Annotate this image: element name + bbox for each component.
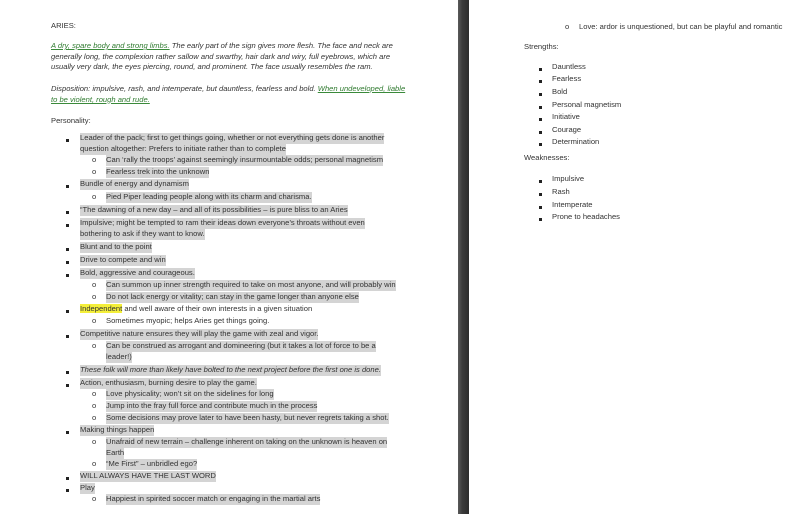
sub-list-item: Can ‘rally the troops’ against seemingly insurmountable odds; personal magnetism [106, 155, 384, 164]
bullet-marker [539, 76, 542, 87]
strength-item: Bold [552, 87, 568, 96]
sub-bullet-marker [92, 280, 96, 291]
sub-bullet-marker [92, 389, 96, 400]
sub-bullet-marker [92, 292, 96, 303]
bullet-marker [539, 102, 542, 113]
strength-item: Courage [552, 125, 582, 134]
intro-text: The early part of the sign gives more flesh. The face and neck are generally long, the complexion rather sallow and swarthy, hair dark and wiry, full eyebrows, which are usually very dark, the eyes piercing, round, and prominent. The face usually resembles the ram. [51, 41, 393, 71]
list-item: WILL ALWAYS HAVE THE LAST WORD [80, 471, 216, 480]
document-title: ARIES: [51, 21, 76, 30]
strength-item: Dauntless [552, 62, 586, 71]
list-item: Competitive nature ensures they will play the game with zeal and vigor. [80, 329, 319, 338]
weaknesses-heading: Weaknesses: [524, 153, 570, 162]
list-item-text: and well aware of their own interests in a given situation [122, 304, 313, 313]
sub-bullet-marker [92, 316, 96, 327]
page-gutter [458, 0, 469, 514]
list-item: Making things happen [80, 425, 155, 434]
sub-bullet-marker [92, 437, 96, 448]
list-item: “The dawning of a new day – and all of its possibilities – is pure bliss to an Aries [80, 205, 348, 214]
sub-list-item: Do not lack energy or vitality; can stay in the game longer than anyone else [106, 292, 359, 301]
list-item: Impulsive; might be tempted to ram their ideas down everyone’s throats without even [80, 218, 365, 227]
sub-bullet-marker [565, 22, 569, 33]
strength-item: Fearless [552, 74, 582, 83]
bullet-marker [66, 367, 69, 378]
sub-bullet-marker [92, 341, 96, 352]
sub-bullet-marker [92, 459, 96, 470]
bullet-marker [66, 306, 69, 317]
highlighted-word: Independent [80, 304, 123, 313]
bullet-marker [66, 135, 69, 146]
bullet-marker [539, 64, 542, 75]
bullet-marker [539, 89, 542, 100]
list-item: These folk will more than likely have bolted to the next project before the first one is done. [80, 365, 381, 374]
sub-bullet-marker [92, 167, 96, 178]
sub-list-item: Fearless trek into the unknown [106, 167, 210, 176]
bullet-marker [66, 270, 69, 281]
list-item: Bundle of energy and dynamism [80, 179, 189, 188]
list-item: Drive to compete and win [80, 255, 166, 264]
bullet-marker [66, 427, 69, 438]
bullet-marker [66, 257, 69, 268]
weakness-item: Prone to headaches [552, 212, 620, 221]
sub-bullet-marker [92, 401, 96, 412]
bullet-marker [66, 331, 69, 342]
love-item: Love: ardor is unquestioned, but can be playful and romantic [579, 22, 783, 31]
sub-list-item: Can be construed as arrogant and domineering (but it takes a lot of force to be a [106, 341, 376, 350]
bullet-marker [539, 114, 542, 125]
disposition-text: Disposition: impulsive, rash, and intemperate, but dauntless, fearless and bold. [51, 84, 318, 93]
sub-list-item: “Me First” – unbridled ego? [106, 459, 198, 468]
intro-underlined: A dry, spare body and strong limbs. [51, 41, 170, 50]
bullet-marker [66, 181, 69, 192]
sub-list-item-continued: leader!) [106, 352, 132, 361]
sub-list-item-continued: Earth [106, 448, 125, 457]
sub-list-item: Jump into the fray full force and contribute much in the process [106, 401, 318, 410]
strength-item: Initiative [552, 112, 580, 121]
sub-list-item: Happiest in spirited soccer match or engaging in the martial arts [106, 494, 321, 503]
strength-item: Personal magnetism [552, 100, 622, 109]
bullet-marker [66, 380, 69, 391]
sub-list-item: Unafraid of new terrain – challenge inherent on taking on the unknown is heaven on [106, 437, 388, 446]
bullet-marker [66, 207, 69, 218]
bullet-marker [539, 202, 542, 213]
intro-paragraph [51, 41, 411, 73]
weakness-item: Rash [552, 187, 570, 196]
list-item: Play [80, 483, 95, 492]
bullet-marker [66, 485, 69, 496]
strength-item: Determination [552, 137, 600, 146]
bullet-marker [66, 220, 69, 231]
bullet-marker [539, 189, 542, 200]
sub-bullet-marker [92, 494, 96, 505]
sub-list-item: Pied Piper leading people along with its charm and charisma. [106, 192, 312, 201]
list-item [80, 304, 312, 315]
list-item-continued: bothering to ask if they want to know. [80, 229, 205, 238]
sub-list-item: Sometimes myopic; helps Aries get things going. [106, 316, 270, 325]
document-page-right [469, 0, 800, 514]
strengths-heading: Strengths: [524, 42, 559, 51]
personality-heading: Personality: [51, 116, 91, 125]
sub-bullet-marker [92, 155, 96, 166]
bullet-marker [66, 473, 69, 484]
bullet-marker [539, 127, 542, 138]
list-item: Blunt and to the point [80, 242, 152, 251]
disposition-underlined: When undeveloped, liable to be violent, rough and rude. [51, 84, 406, 104]
sub-list-item: Can summon up inner strength required to take on most anyone, and will probably win [106, 280, 396, 289]
weakness-item: Intemperate [552, 200, 593, 209]
bullet-marker [539, 214, 542, 225]
sub-bullet-marker [92, 192, 96, 203]
list-item: Bold, aggressive and courageous. [80, 268, 195, 277]
sub-list-item: Some decisions may prove later to have been hasty, but never regrets taking a shot. [106, 413, 389, 422]
list-item: Action, enthusiasm, burning desire to play the game. [80, 378, 257, 387]
bullet-marker [66, 244, 69, 255]
disposition-paragraph [51, 84, 411, 105]
bullet-marker [539, 176, 542, 187]
sub-list-item: Love physicality; won’t sit on the sidelines for long [106, 389, 274, 398]
list-item: Leader of the pack; first to get things going, whether or not everything gets done is another [80, 133, 385, 142]
weakness-item: Impulsive [552, 174, 585, 183]
list-item-continued: question altogether: Prefers to initiate rather than to complete [80, 144, 286, 153]
sub-bullet-marker [92, 413, 96, 424]
bullet-marker [539, 139, 542, 150]
